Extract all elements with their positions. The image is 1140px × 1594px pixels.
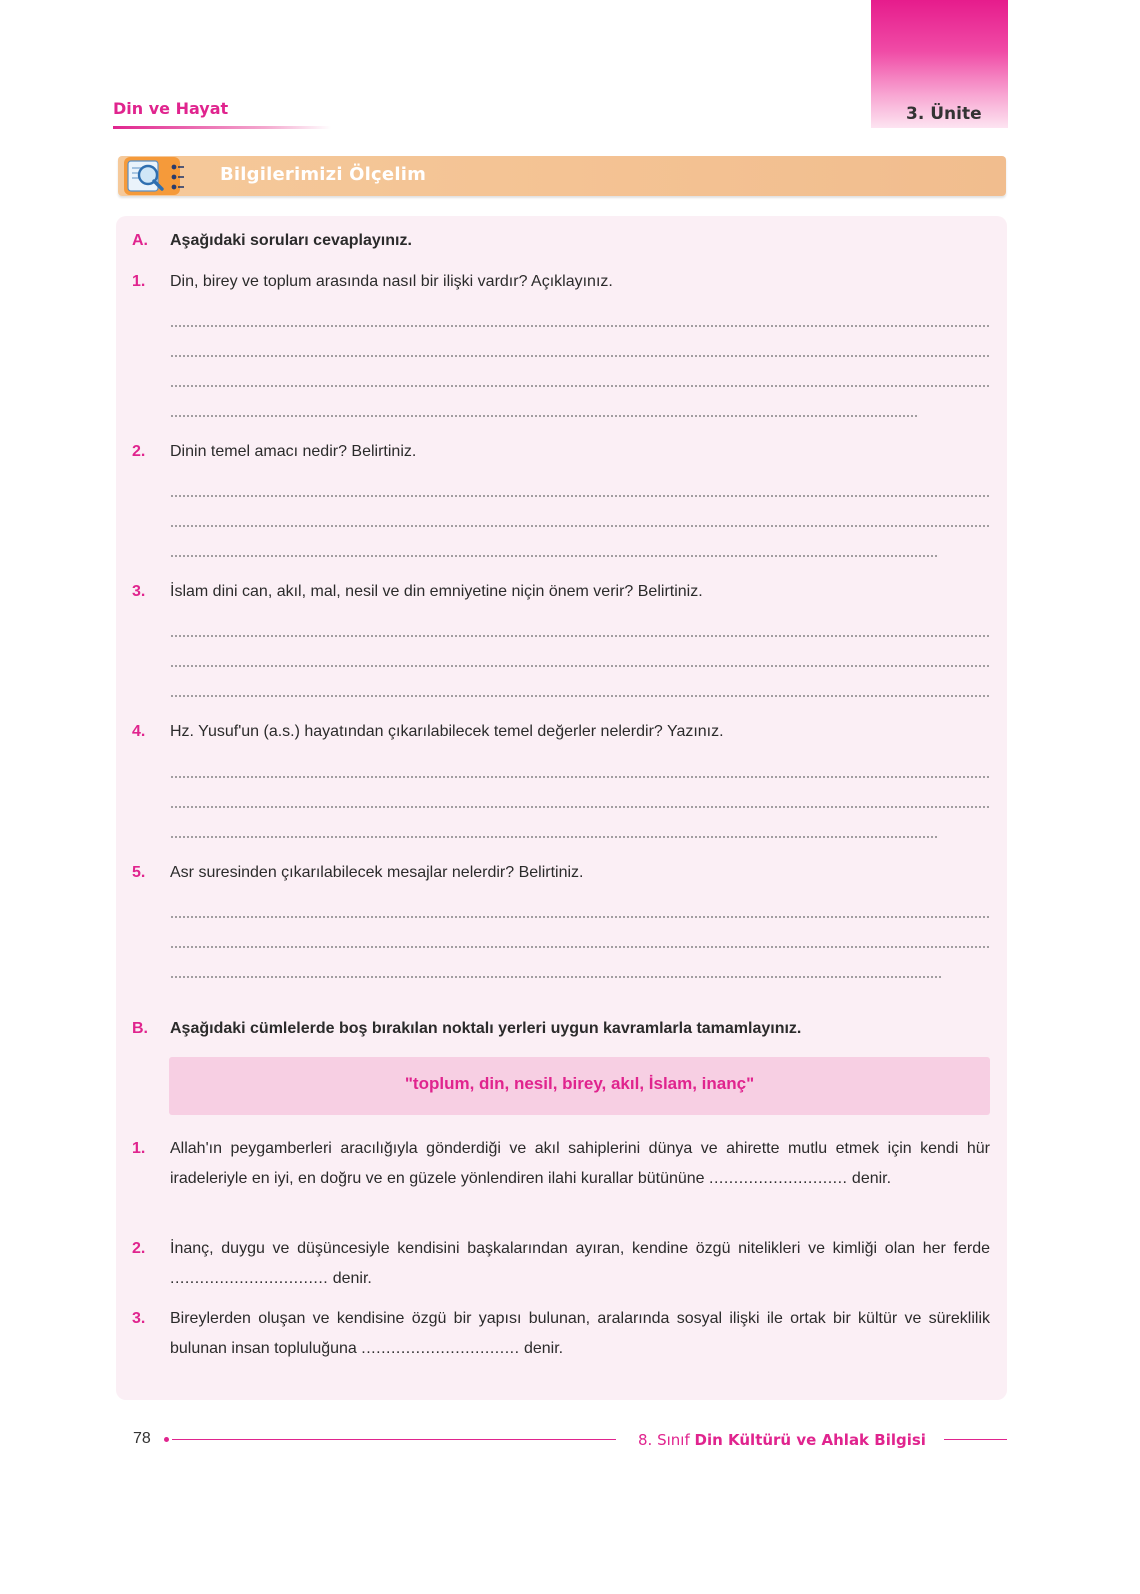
answer-line[interactable]: [170, 555, 938, 557]
part-a-instruction: Aşağıdaki soruları cevaplayınız.: [170, 232, 412, 249]
answer-line[interactable]: [170, 415, 918, 417]
footer-dot: [164, 1437, 169, 1442]
answer-line[interactable]: [170, 695, 990, 697]
fill-blank[interactable]: ................................: [361, 1340, 520, 1357]
answer-line[interactable]: [170, 976, 942, 978]
answer-line[interactable]: [170, 635, 990, 637]
answer-line[interactable]: [170, 665, 990, 667]
book-subject: Din Kültürü ve Ahlak Bilgisi: [694, 1431, 926, 1449]
word-bank: [169, 1057, 990, 1115]
section-rule: [113, 126, 331, 129]
answer-line[interactable]: [170, 495, 990, 497]
exercise-panel: [116, 216, 1007, 1400]
section-name: Din ve Hayat: [113, 99, 229, 118]
part-b-letter: B.: [132, 1020, 148, 1037]
fill-item-number: 2.: [132, 1240, 146, 1257]
fill-item-2: [170, 1234, 990, 1294]
question-number: 5.: [132, 864, 146, 881]
fill-text-before: Allah'ın peygamberleri aracılığıyla gönderdiği ve akıl sahiplerini dünya ve ahirette mutlu etmek için kendi hür iradeleriyle en iyi, en doğru ve en güzele yönlendiren ilahi kurallar bütününe: [170, 1140, 990, 1187]
answer-line[interactable]: [170, 836, 938, 838]
answer-line[interactable]: [170, 325, 990, 327]
answer-line[interactable]: [170, 525, 990, 527]
answer-line[interactable]: [170, 355, 990, 357]
answer-line[interactable]: [170, 916, 990, 918]
fill-blank[interactable]: ................................: [170, 1270, 329, 1287]
fill-text-before: İnanç, duygu ve düşüncesiyle kendisini başkalarından ayıran, kendine özgü nitelikleri ve kimliği olan her ferde: [170, 1240, 990, 1257]
answer-line[interactable]: [170, 806, 990, 808]
part-a-letter: A.: [132, 232, 148, 249]
question-number: 3.: [132, 583, 146, 600]
question-number: 4.: [132, 723, 146, 740]
section-title: Bilgilerimizi Ölçelim: [220, 164, 427, 185]
question-text: Din, birey ve toplum arasında nasıl bir ilişki vardır? Açıklayınız.: [170, 273, 613, 290]
fill-text-after: denir.: [328, 1270, 372, 1287]
fill-blank[interactable]: ............................: [709, 1170, 848, 1187]
fill-item-number: 3.: [132, 1310, 146, 1327]
part-b-instruction: Aşağıdaki cümlelerde boş bırakılan noktalı yerleri uygun kavramlarla tamamlayınız.: [170, 1020, 802, 1037]
fill-text-after: denir.: [847, 1170, 892, 1187]
page-number: 78: [133, 1430, 151, 1447]
footer-rule: [944, 1439, 1007, 1440]
book-grade: 8. Sınıf: [638, 1431, 690, 1449]
question-text: Dinin temel amacı nedir? Belirtiniz.: [170, 443, 417, 460]
book-title: [638, 1431, 926, 1449]
footer-rule: [172, 1439, 616, 1440]
question-text: İslam dini can, akıl, mal, nesil ve din emniyetine niçin önem verir? Belirtiniz.: [170, 583, 703, 600]
word-bank-text: "toplum, din, nesil, birey, akıl, İslam, inanç": [404, 1074, 755, 1093]
question-number: 2.: [132, 443, 146, 460]
fill-item-1: [170, 1134, 990, 1194]
question-text: Asr suresinden çıkarılabilecek mesajlar nelerdir? Belirtiniz.: [170, 864, 584, 881]
fill-item-3: [170, 1304, 990, 1364]
answer-line[interactable]: [170, 776, 990, 778]
question-number: 1.: [132, 273, 146, 290]
answer-line[interactable]: [170, 385, 990, 387]
magnifier-document-icon: [118, 153, 192, 199]
fill-text-after: denir.: [519, 1340, 564, 1357]
unit-label: 3. Ünite: [906, 104, 982, 124]
answer-line[interactable]: [170, 946, 990, 948]
fill-text-before: Bireylerden oluşan ve kendisine özgü bir yapısı bulunan, aralarında sosyal ilişki ile ortak bir kültür ve süreklilik bulunan insan topluluğuna: [170, 1310, 990, 1357]
question-text: Hz. Yusuf'un (a.s.) hayatından çıkarılabilecek temel değerler nelerdir? Yazınız.: [170, 723, 724, 740]
fill-item-number: 1.: [132, 1140, 146, 1157]
